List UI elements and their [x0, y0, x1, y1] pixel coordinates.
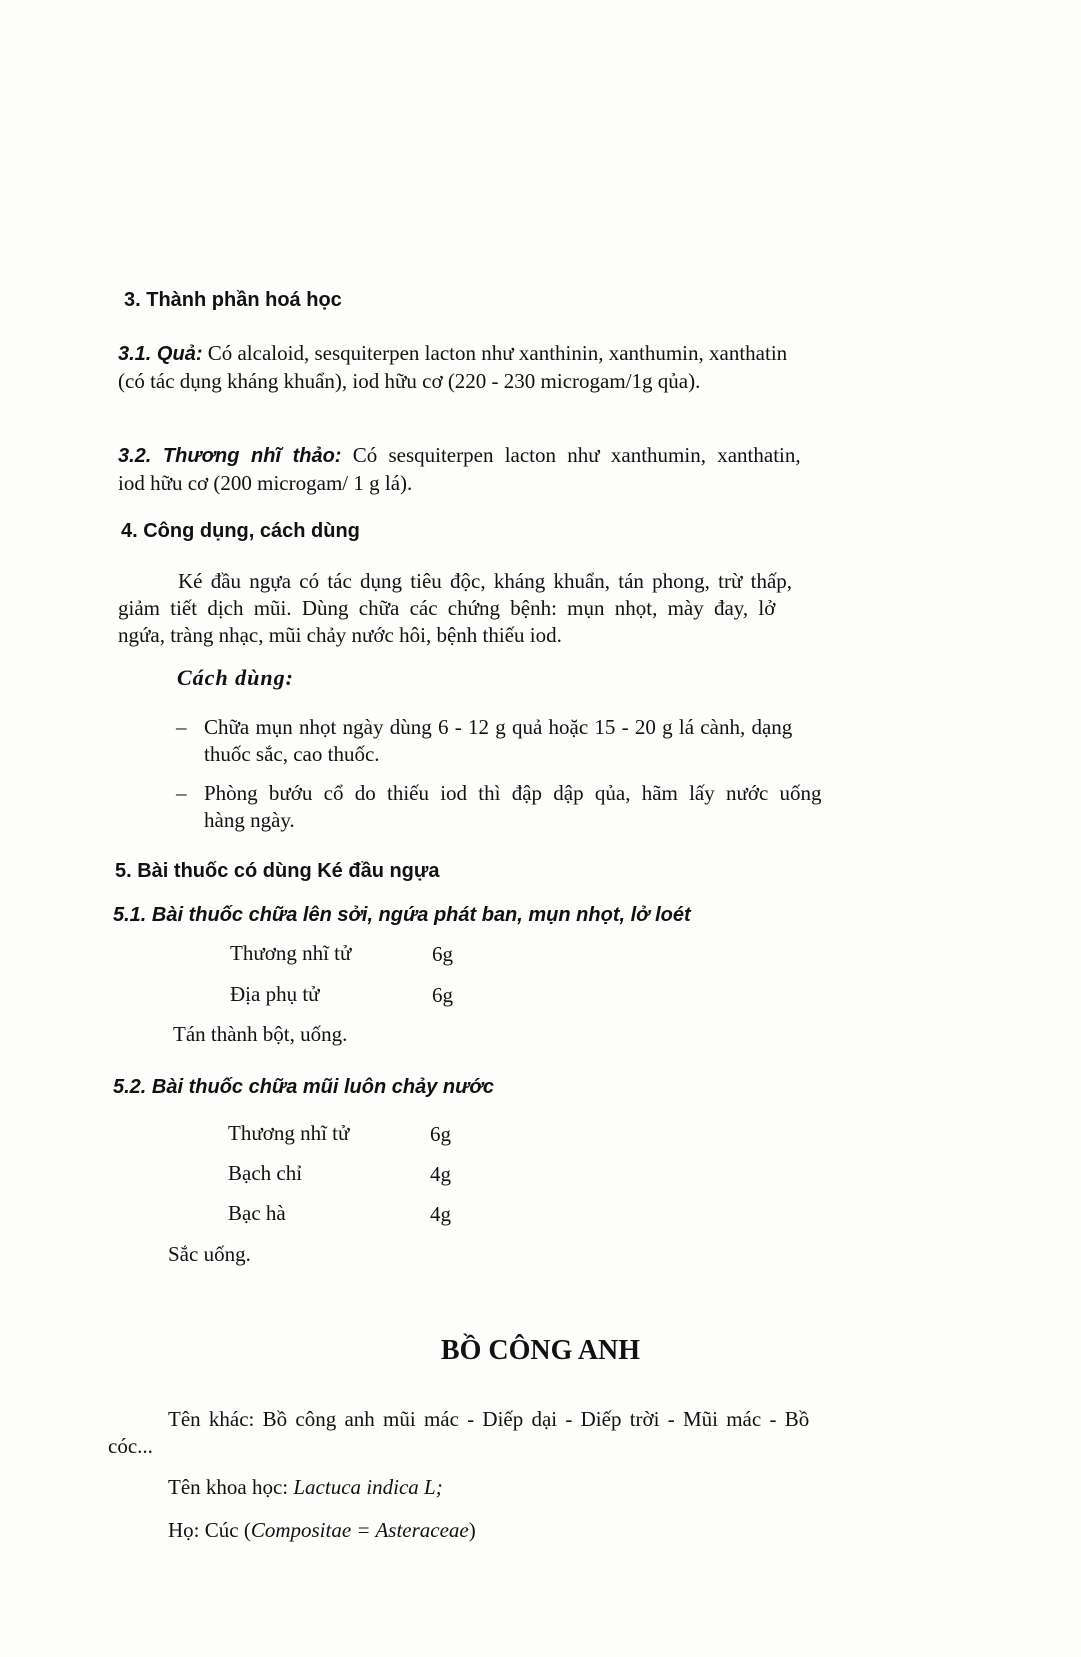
section-4-heading: 4. Công dụng, cách dùng [121, 520, 360, 542]
usage-item-2-line1: Phòng bướu cổ do thiếu iod thì đập dập qủa, hãm lấy nước uống [204, 781, 822, 805]
recipe-2-ingredient-qty: 6g [430, 1122, 451, 1146]
scientific-name-line [168, 1474, 443, 1501]
recipe-1-ingredient-name: Địa phụ tử [230, 982, 320, 1006]
entry-title: BỒ CÔNG ANH [440, 1335, 641, 1366]
recipe-2-heading: 5.2. Bài thuốc chữa mũi luôn chảy nước [113, 1076, 494, 1098]
paragraph-4 [118, 568, 980, 649]
recipe-1-ingredient-qty: 6g [432, 983, 453, 1007]
text-4-line2: giảm tiết dịch mũi. Dùng chữa các chứng bệnh: mụn nhọt, mày đay, lở [118, 596, 776, 620]
recipe-1-ingredient-name: Thương nhĩ tử [230, 941, 352, 965]
recipe-2-ingredient-qty: 4g [430, 1162, 451, 1186]
other-names-line1: Tên khác: Bồ công anh mũi mác - Diếp dại - Diếp trời - Mũi mác - Bồ [168, 1407, 810, 1431]
paragraph-3-1 [118, 340, 980, 395]
family-suffix: ) [468, 1518, 476, 1542]
recipe-2-ingredient-name: Bạch chỉ [228, 1161, 303, 1185]
recipe-2-note: Sắc uống. [168, 1242, 251, 1266]
text-3-2-line2: iod hữu cơ (200 microgam/ 1 g lá). [118, 471, 413, 495]
usage-item-1-line1: Chữa mụn nhọt ngày dùng 6 - 12 g quả hoặc 15 - 20 g lá cành, dạng [204, 715, 793, 739]
dash-marker: – [176, 715, 187, 739]
section-5-heading: 5. Bài thuốc có dùng Ké đầu ngựa [115, 860, 440, 882]
recipe-1-note: Tán thành bột, uống. [173, 1022, 348, 1046]
recipe-1-heading: 5.1. Bài thuốc chữa lên sởi, ngứa phát ban, mụn nhọt, lở loét [113, 904, 691, 926]
section-3-heading: 3. Thành phần hoá học [124, 289, 342, 311]
text-3-1-line1: Có alcaloid, sesquiterpen lacton như xanthinin, xanthumin, xanthatin [202, 341, 788, 365]
recipe-1-ingredient-qty: 6g [432, 942, 453, 966]
dash-marker: – [176, 781, 187, 805]
family-name: Compositae = Asteraceae [250, 1518, 469, 1542]
text-3-2-line1: Có sesquiterpen lacton như xanthumin, xanthatin, [341, 443, 801, 467]
usage-item-2-line2: hàng ngày. [204, 808, 295, 832]
text-4-line1: Ké đầu ngựa có tác dụng tiêu độc, kháng khuẩn, tán phong, trừ thấp, [178, 569, 793, 593]
scientific-name: Lactuca indica L; [293, 1475, 443, 1499]
usage-item-1 [176, 714, 976, 774]
label-3-2: 3.2. Thương nhĩ thảo: [118, 445, 342, 467]
recipe-2-ingredient-qty: 4g [430, 1202, 451, 1226]
usage-item-1-line2: thuốc sắc, cao thuốc. [204, 742, 380, 766]
text-3-1-line2: (có tác dụng kháng khuẩn), iod hữu cơ (220 - 230 microgam/1g qủa). [118, 369, 701, 393]
text-4-line3: ngứa, tràng nhạc, mũi chảy nước hôi, bệnh thiếu iod. [118, 623, 562, 647]
other-names [108, 1406, 970, 1460]
scientific-name-prefix: Tên khoa học: [168, 1475, 294, 1499]
recipe-2-ingredient-name: Thương nhĩ tử [228, 1121, 350, 1145]
paragraph-3-2 [118, 442, 980, 497]
usage-item-2 [176, 780, 976, 840]
family-line [168, 1517, 476, 1544]
usage-label: Cách dùng: [177, 665, 294, 690]
other-names-line2: cóc... [108, 1434, 153, 1458]
label-3-1: 3.1. Quả: [118, 343, 203, 365]
family-prefix: Họ: Cúc ( [168, 1518, 251, 1542]
recipe-2-ingredient-name: Bạc hà [228, 1201, 286, 1225]
